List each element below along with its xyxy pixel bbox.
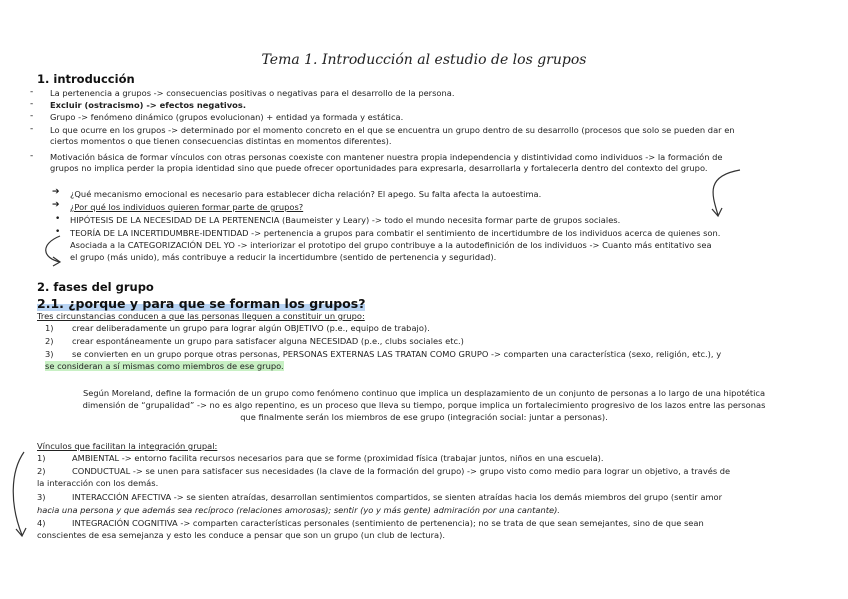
vinculo-num: 2)	[37, 466, 46, 476]
moreland-line-2: dimensión de “grupalidad” -> no es algo repentino, es un proceso que lleva su tiempo, porque implica un fortalecimiento progresivo de los lazos entre las personas	[82, 400, 766, 410]
curved-arrow-icon	[46, 236, 60, 262]
circ-2: crear espontáneamente un grupo para satisfacer alguna NECESIDAD (p.e., clubs sociales etc.)	[72, 336, 464, 346]
vinculo-3: INTERACCIÓN AFECTIVA -> se sienten atraídas, desarrollan sentimientos compartidos, se sienten atraídas hacia los demás miembros del grupo (sentir amor	[72, 492, 723, 502]
circ-num: 1)	[45, 323, 54, 333]
vinculo-num: 3)	[37, 492, 46, 502]
intro-item-4-text: Lo que ocurre en los grupos -> determinado por el momento concreto en el que se encuentra un grupo dentro de su desarrollo (procesos que solo se pueden dar en	[50, 125, 735, 135]
vinculo-3-cont: hacia una persona y que además sea recíproco (relaciones amorosas); sentir (yo y más gente) admiración por una cantante).	[37, 505, 560, 515]
circumstances-intro: Tres circunstancias conducen a que las personas lleguen a constituir un grupo:	[37, 311, 365, 321]
vinculo-4-cont: conscientes de esa semejanza y esto les conduce a pensar que son un grupo (un club de lectura).	[37, 530, 446, 540]
bullet-marker: -	[30, 124, 34, 134]
arrow-bullet-icon: ➔	[52, 187, 60, 197]
curved-arrow-icon	[713, 170, 740, 215]
categorization-text: Asociada a la CATEGORIZACIÓN DEL YO -> interiorizar el prototipo del grupo contribuye a la autodefinición de los individuos -> Cuanto más entitativo sea	[70, 240, 712, 250]
circ-1: crear deliberadamente un grupo para lograr algún OBJETIVO (p.e., equipo de trabajo).	[72, 323, 430, 333]
circ-3: se convierten en un grupo porque otras personas, PERSONAS EXTERNAS LAS TRATAN COMO GRUPO -> comparten una característica (sexo, religión, etc.), y	[72, 349, 722, 359]
vinculo-4: INTEGRACIÓN COGNITIVA -> comparten características personales (sentimiento de pertenencia); no se trata de que sean semejantes, sino de que sean	[72, 518, 704, 528]
dot-bullet-icon: •	[55, 214, 61, 224]
intro-item-5-text: Motivación básica de formar vínculos con otras personas coexiste con mantener nuestra propia independencia y distintividad como individuos -> la formación de	[50, 152, 723, 162]
moreland-line-3: que finalmente serán los miembros de ese grupo (integración social: juntar a personas).	[240, 412, 608, 422]
dot-bullet-icon: •	[55, 227, 61, 237]
vinculo-2-cont: la interacción con los demás.	[37, 478, 159, 488]
intro-item-3-text: Grupo -> fenómeno dinámico (grupos evolucionan) + entidad ya formada y estática.	[50, 112, 404, 122]
document-title: Tema 1. Introducción al estudio de los grupos	[261, 52, 587, 68]
circ-num: 3)	[45, 349, 54, 359]
vinculo-2: CONDUCTUAL -> se unen para satisfacer sus necesidades (la clave de la formación del grupo) -> grupo visto como medio para lograr un objetivo, a través de	[72, 466, 731, 476]
circ-3-cont-text: se consideran a sí mismas como miembros de ese grupo.	[45, 361, 284, 371]
vinculo-num: 4)	[37, 518, 46, 528]
theory-text: TEORÍA DE LA INCERTIDUMBRE-IDENTIDAD -> pertenencia a grupos para combatir el sentimiento de incertidumbre de los individuos acerca de quienes son.	[70, 228, 721, 238]
section-1-heading: 1. introducción	[37, 72, 135, 86]
intro-item-4-cont-text: ciertos momentos o que tienen consecuencias distintas en momentos diferentes).	[50, 136, 392, 146]
arrow-bullet-icon: ➔	[52, 200, 60, 210]
bullet-marker: -	[30, 111, 34, 121]
question-2-text: ¿Por qué los individuos quieren formar parte de grupos?	[70, 202, 304, 212]
vinculo-1: AMBIENTAL -> entorno facilita recursos necesarios para que se forme (proximidad física (trabajar juntos, niños en una escuela).	[72, 453, 604, 463]
hypothesis-text: HIPÓTESIS DE LA NECESIDAD DE LA PERTENENCIA (Baumeister y Leary) -> todo el mundo necesita formar parte de grupos sociales.	[70, 215, 621, 225]
intro-item-2-text: Excluir (ostracismo) -> efectos negativos.	[50, 100, 246, 110]
categorization-cont-text: el grupo (más unido), más contribuye a reducir la incertidumbre (sentido de pertenencia y seguridad).	[70, 252, 497, 262]
vinculo-num: 1)	[37, 453, 46, 463]
section-2-heading: 2. fases del grupo	[37, 280, 154, 294]
subsection-heading-text: 2.1. ¿porque y para que se forman los grupos?	[37, 296, 366, 311]
brace-line-icon	[13, 452, 24, 535]
question-1-text: ¿Qué mecanismo emocional es necesario para establecer dicha relación? El apego. Su falta afecta la autoestima.	[70, 189, 542, 199]
intro-item-1-text: La pertenencia a grupos -> consecuencias positivas o negativas para el desarrollo de la persona.	[50, 88, 455, 98]
bullet-marker: -	[30, 99, 34, 109]
bullet-marker: -	[30, 87, 34, 97]
intro-item-5-cont-text: grupos no implica perder la propia identidad sino que puede ofrecer oportunidades para expresarla, desarrollarla y fortalecerla dentro del contexto del grupo.	[50, 163, 708, 173]
moreland-line-1: Según Moreland, define la formación de un grupo como fenómeno continuo que implica un desplazamiento de un conjunto de personas a lo largo de una hipotética	[82, 388, 766, 398]
vinculos-title: Vínculos que facilitan la integración grupal:	[37, 441, 218, 451]
circ-num: 2)	[45, 336, 54, 346]
bullet-marker: -	[30, 151, 34, 161]
